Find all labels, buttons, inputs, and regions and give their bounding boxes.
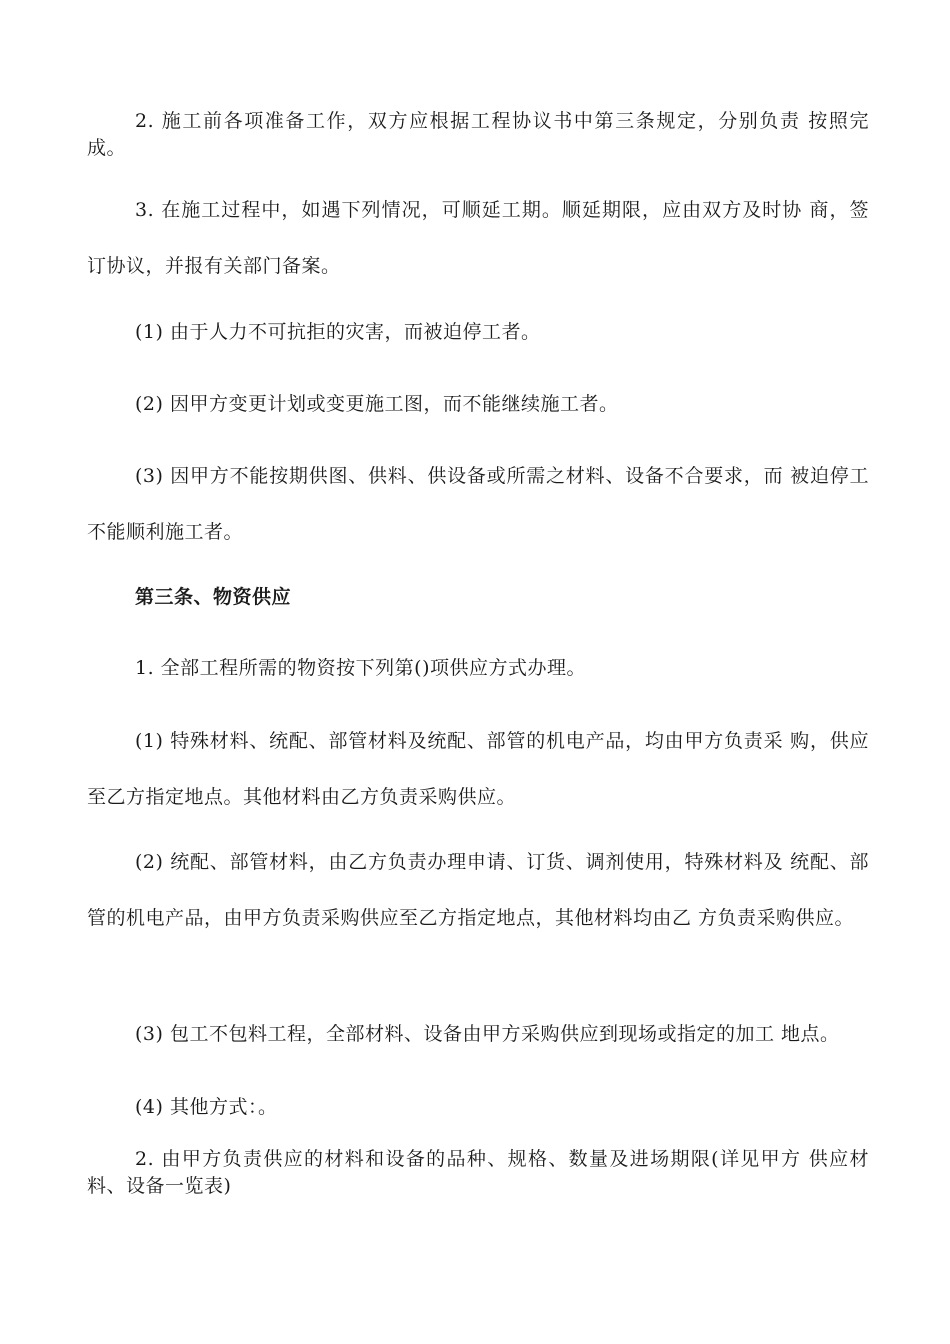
paragraph-2-preparation: 2. 施工前各项准备工作，双方应根据工程协议书中第三条规定，分别负责 按照完成。 <box>87 110 869 159</box>
paragraph-item-1-disaster: (1) 由于人力不可抗拒的灾害，而被迫停工者。 <box>135 321 541 343</box>
paragraph-supply-option-4: (4) 其他方式：。 <box>135 1096 278 1118</box>
paragraph-1-supply-method: 1. 全部工程所需的物资按下列第()项供应方式办理。 <box>135 657 586 679</box>
paragraph-item-3-supply-delay: (3) 因甲方不能按期供图、供料、供设备或所需之材料、设备不合要求，而 被迫停工不能顺利施工者。 <box>87 465 869 543</box>
paragraph-item-2-change: (2) 因甲方变更计划或变更施工图，而不能继续施工者。 <box>135 393 619 415</box>
paragraph-supply-option-2: (2) 统配、部管材料，由乙方负责办理申请、订货、调剂使用，特殊材料及 统配、部管的机电产品，由甲方负责采购供应至乙方指定地点，其他材料均由乙 方负责采购供应。 <box>87 851 869 929</box>
paragraph-supply-option-1: (1) 特殊材料、统配、部管材料及统配、部管的机电产品，均由甲方负责采 购，供应至乙方指定地点。其他材料由乙方负责采购供应。 <box>87 730 869 808</box>
paragraph-2-materials-list: 2. 由甲方负责供应的材料和设备的品种、规格、数量及进场期限(详见甲方 供应材料、设备一览表) <box>87 1148 869 1197</box>
paragraph-supply-option-3: (3) 包工不包料工程，全部材料、设备由甲方采购供应到现场或指定的加工 地点。 <box>135 1023 840 1045</box>
section-heading-supply: 第三条、物资供应 <box>135 586 292 608</box>
paragraph-3-extension: 3. 在施工过程中，如遇下列情况，可顺延工期。顺延期限，应由双方及时协 商，签订协议，并报有关部门备案。 <box>87 199 869 277</box>
